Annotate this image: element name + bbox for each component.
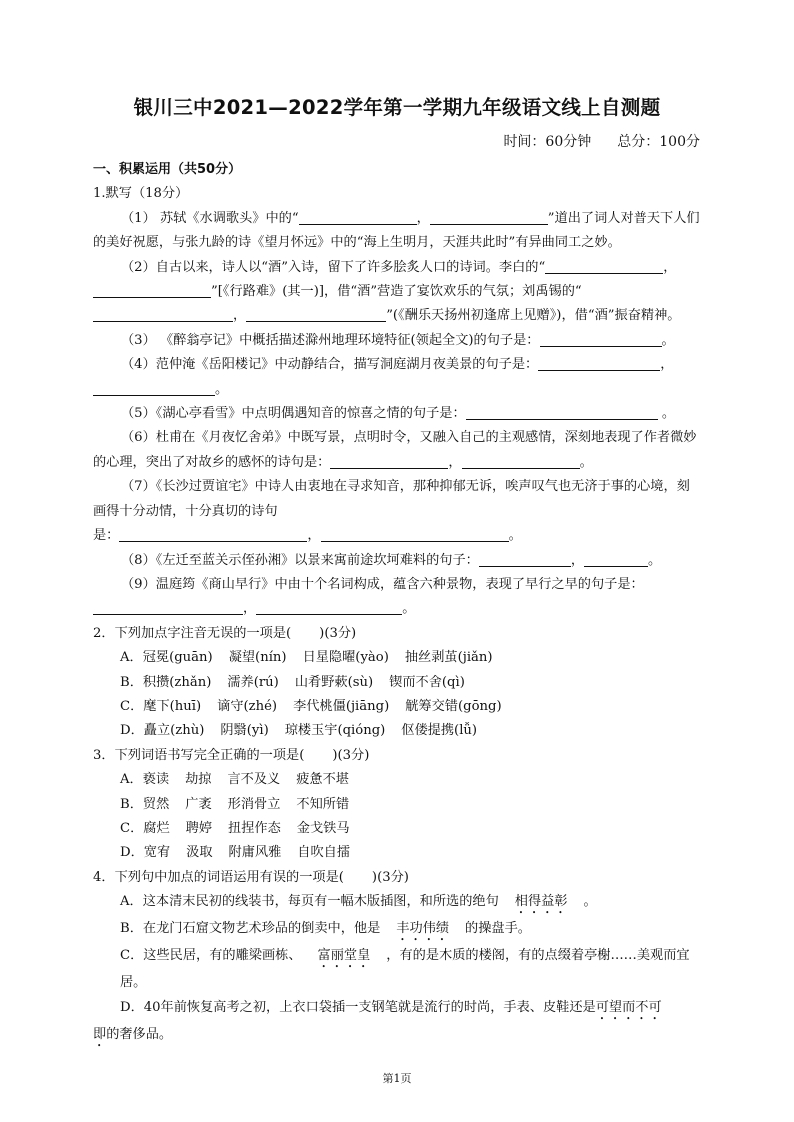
q3-option-a: A．亵读 劫掠 言不及义 疲惫不堪 xyxy=(120,772,349,788)
answer-blank[interactable] xyxy=(430,210,548,225)
q4-stem: 4．下列句中加点的词语运用有误的一项是( )(3分) xyxy=(93,869,409,885)
q1-item-9-answer: ， 。 xyxy=(93,597,701,621)
answer-blank[interactable] xyxy=(246,307,386,322)
q2-option-b: B．积攒(zhǎn) 濡养(rú) 山肴野蔌(sù) 锲而不舍(qì) xyxy=(120,674,465,690)
q1-item-4: （4）范仲淹《岳阳楼记》中动静结合，描写洞庭湖月夜美景的句子是： ， 。 xyxy=(93,353,701,402)
answer-blank[interactable] xyxy=(330,454,448,469)
answer-blank[interactable] xyxy=(256,600,402,615)
section-title: 一、积累运用（共50分） xyxy=(93,162,242,177)
answer-blank[interactable] xyxy=(584,552,648,567)
answer-blank[interactable] xyxy=(93,307,233,322)
answer-blank[interactable] xyxy=(299,210,417,225)
time-limit: 时间：60分钟 xyxy=(503,134,592,150)
answer-blank[interactable] xyxy=(93,600,243,615)
emphasized-phrase: 可望而不可 xyxy=(595,999,662,1015)
q1-item-7: （7）《长沙过贾谊宅》中诗人由衷地在寻求知音，那种抑郁无诉，唉声叹气也无济于事的心境，刻画得十分动情，十分真切的诗句 xyxy=(93,479,690,519)
answer-blank[interactable] xyxy=(466,405,658,420)
q1-item-3: （3） 《醉翁亭记》中概括描述滁州地理环境特征(领起全文)的句子是： 。 xyxy=(121,332,675,348)
q2-option-a: A．冠冕(guān) 凝望(nín) 日星隐曜(yào) 抽丝剥茧(jiǎn) xyxy=(120,650,493,666)
q4-option-b: B．在龙门石窟文物艺术珍品的倒卖中，他是 丰功伟绩 的操盘手。 xyxy=(120,921,531,937)
q3-stem: 3．下列词语书写完全正确的一项是( )(3分) xyxy=(93,747,370,763)
page-number: 第1页 xyxy=(382,1072,412,1085)
exam-meta xyxy=(503,131,700,151)
q3-option-d: D．宽宥 汲取 附庸风雅 自吹自擂 xyxy=(120,845,351,861)
q1-item-2: （2）自古以来，诗人以“酒”入诗，留下了许多脍炙人口的诗词。李白的“ ， ”[《行路难》(其一)]，借“酒”营造了宴饮欢乐的气氛；刘禹锡的“， ”(《酬乐天扬州初逢席上见赠》)，借“酒”振奋精神。 xyxy=(93,256,701,329)
q4-option-a: A．这本清末民初的线装书，每页有一幅木版插图，和所选的绝句 相得益彰 。 xyxy=(120,894,597,910)
emphasized-phrase: 即 xyxy=(93,1026,107,1042)
q1-title: 1.默写（18分） xyxy=(93,186,189,202)
q3-option-b: B．贸然 广袤 形消骨立 不知所错 xyxy=(120,796,350,812)
q4-option-c: C．这些民居，有的雕梁画栋、 富丽堂皇 ，有的是木质的楼阁，有的点缀着亭榭……美观而宜居。 xyxy=(120,948,690,991)
exam-title: 银川三中2021—2022学年第一学期九年级语文线上自测题 xyxy=(133,96,661,119)
emphasized-phrase: 丰功伟绩 xyxy=(396,921,450,937)
answer-blank[interactable] xyxy=(545,259,663,274)
q1-item-1: （1） 苏轼《水调歌头》中的“ ， ”道出了词人对普天下人们的美好祝愿，与张九龄的诗《望月怀远》中的“海上生明月，天涯共此时”有异曲同工之妙。 xyxy=(93,210,700,251)
answer-blank[interactable] xyxy=(321,527,509,542)
exam-content xyxy=(93,158,701,1050)
answer-blank[interactable] xyxy=(462,454,580,469)
total-score: 总分：100分 xyxy=(617,134,700,150)
q1-item-9: （9）温庭筠《商山早行》中由十个名词构成，蕴含六种景物，表现了早行之早的句子是： xyxy=(121,576,644,592)
answer-blank[interactable] xyxy=(93,283,211,298)
q3-option-c: C．腐烂 聘婷 扭捏作态 金戈铁马 xyxy=(120,820,350,836)
q4-option-d: D．40年前恢复高考之初，上衣口袋插一支钢笔就是流行的时尚，手表、皮鞋还是可望而不可 即的奢侈品。 xyxy=(93,999,662,1042)
answer-blank[interactable] xyxy=(479,552,571,567)
q1-item-6: （6）杜甫在《月夜忆舍弟》中既写景，点明时令，又融入自己的主观感情，深刻地表现了作者微妙的心理，突出了对故乡的感怀的诗句是： ， 。 xyxy=(93,430,697,470)
emphasized-phrase: 相得益彰 xyxy=(514,894,568,910)
q2-option-d: D．矗立(zhù) 阴翳(yì) 琼楼玉宇(qióng) 伛偻提携(lǚ) xyxy=(120,723,478,739)
q1-item-7-answer: 是： ， 。 xyxy=(93,528,522,544)
q2-option-c: C．麾下(huī) 谪守(zhé) 李代桃僵(jiāng) 觥筹交错(gōng) xyxy=(120,698,502,714)
answer-blank[interactable] xyxy=(538,356,660,371)
answer-blank[interactable] xyxy=(540,332,662,347)
q1-item-5: （5）《湖心亭看雪》中点明偶遇知音的惊喜之情的句子是： 。 xyxy=(121,406,676,422)
q1-item-8: （8）《左迁至蓝关示侄孙湘》以景来寓前途坎坷难料的句子： ， 。 xyxy=(121,552,662,568)
emphasized-phrase: 富丽堂皇 xyxy=(317,948,371,964)
q2-stem: 2．下列加点字注音无误的一项是( )(3分) xyxy=(93,625,357,641)
answer-blank[interactable] xyxy=(119,527,307,542)
answer-blank[interactable] xyxy=(93,381,215,396)
